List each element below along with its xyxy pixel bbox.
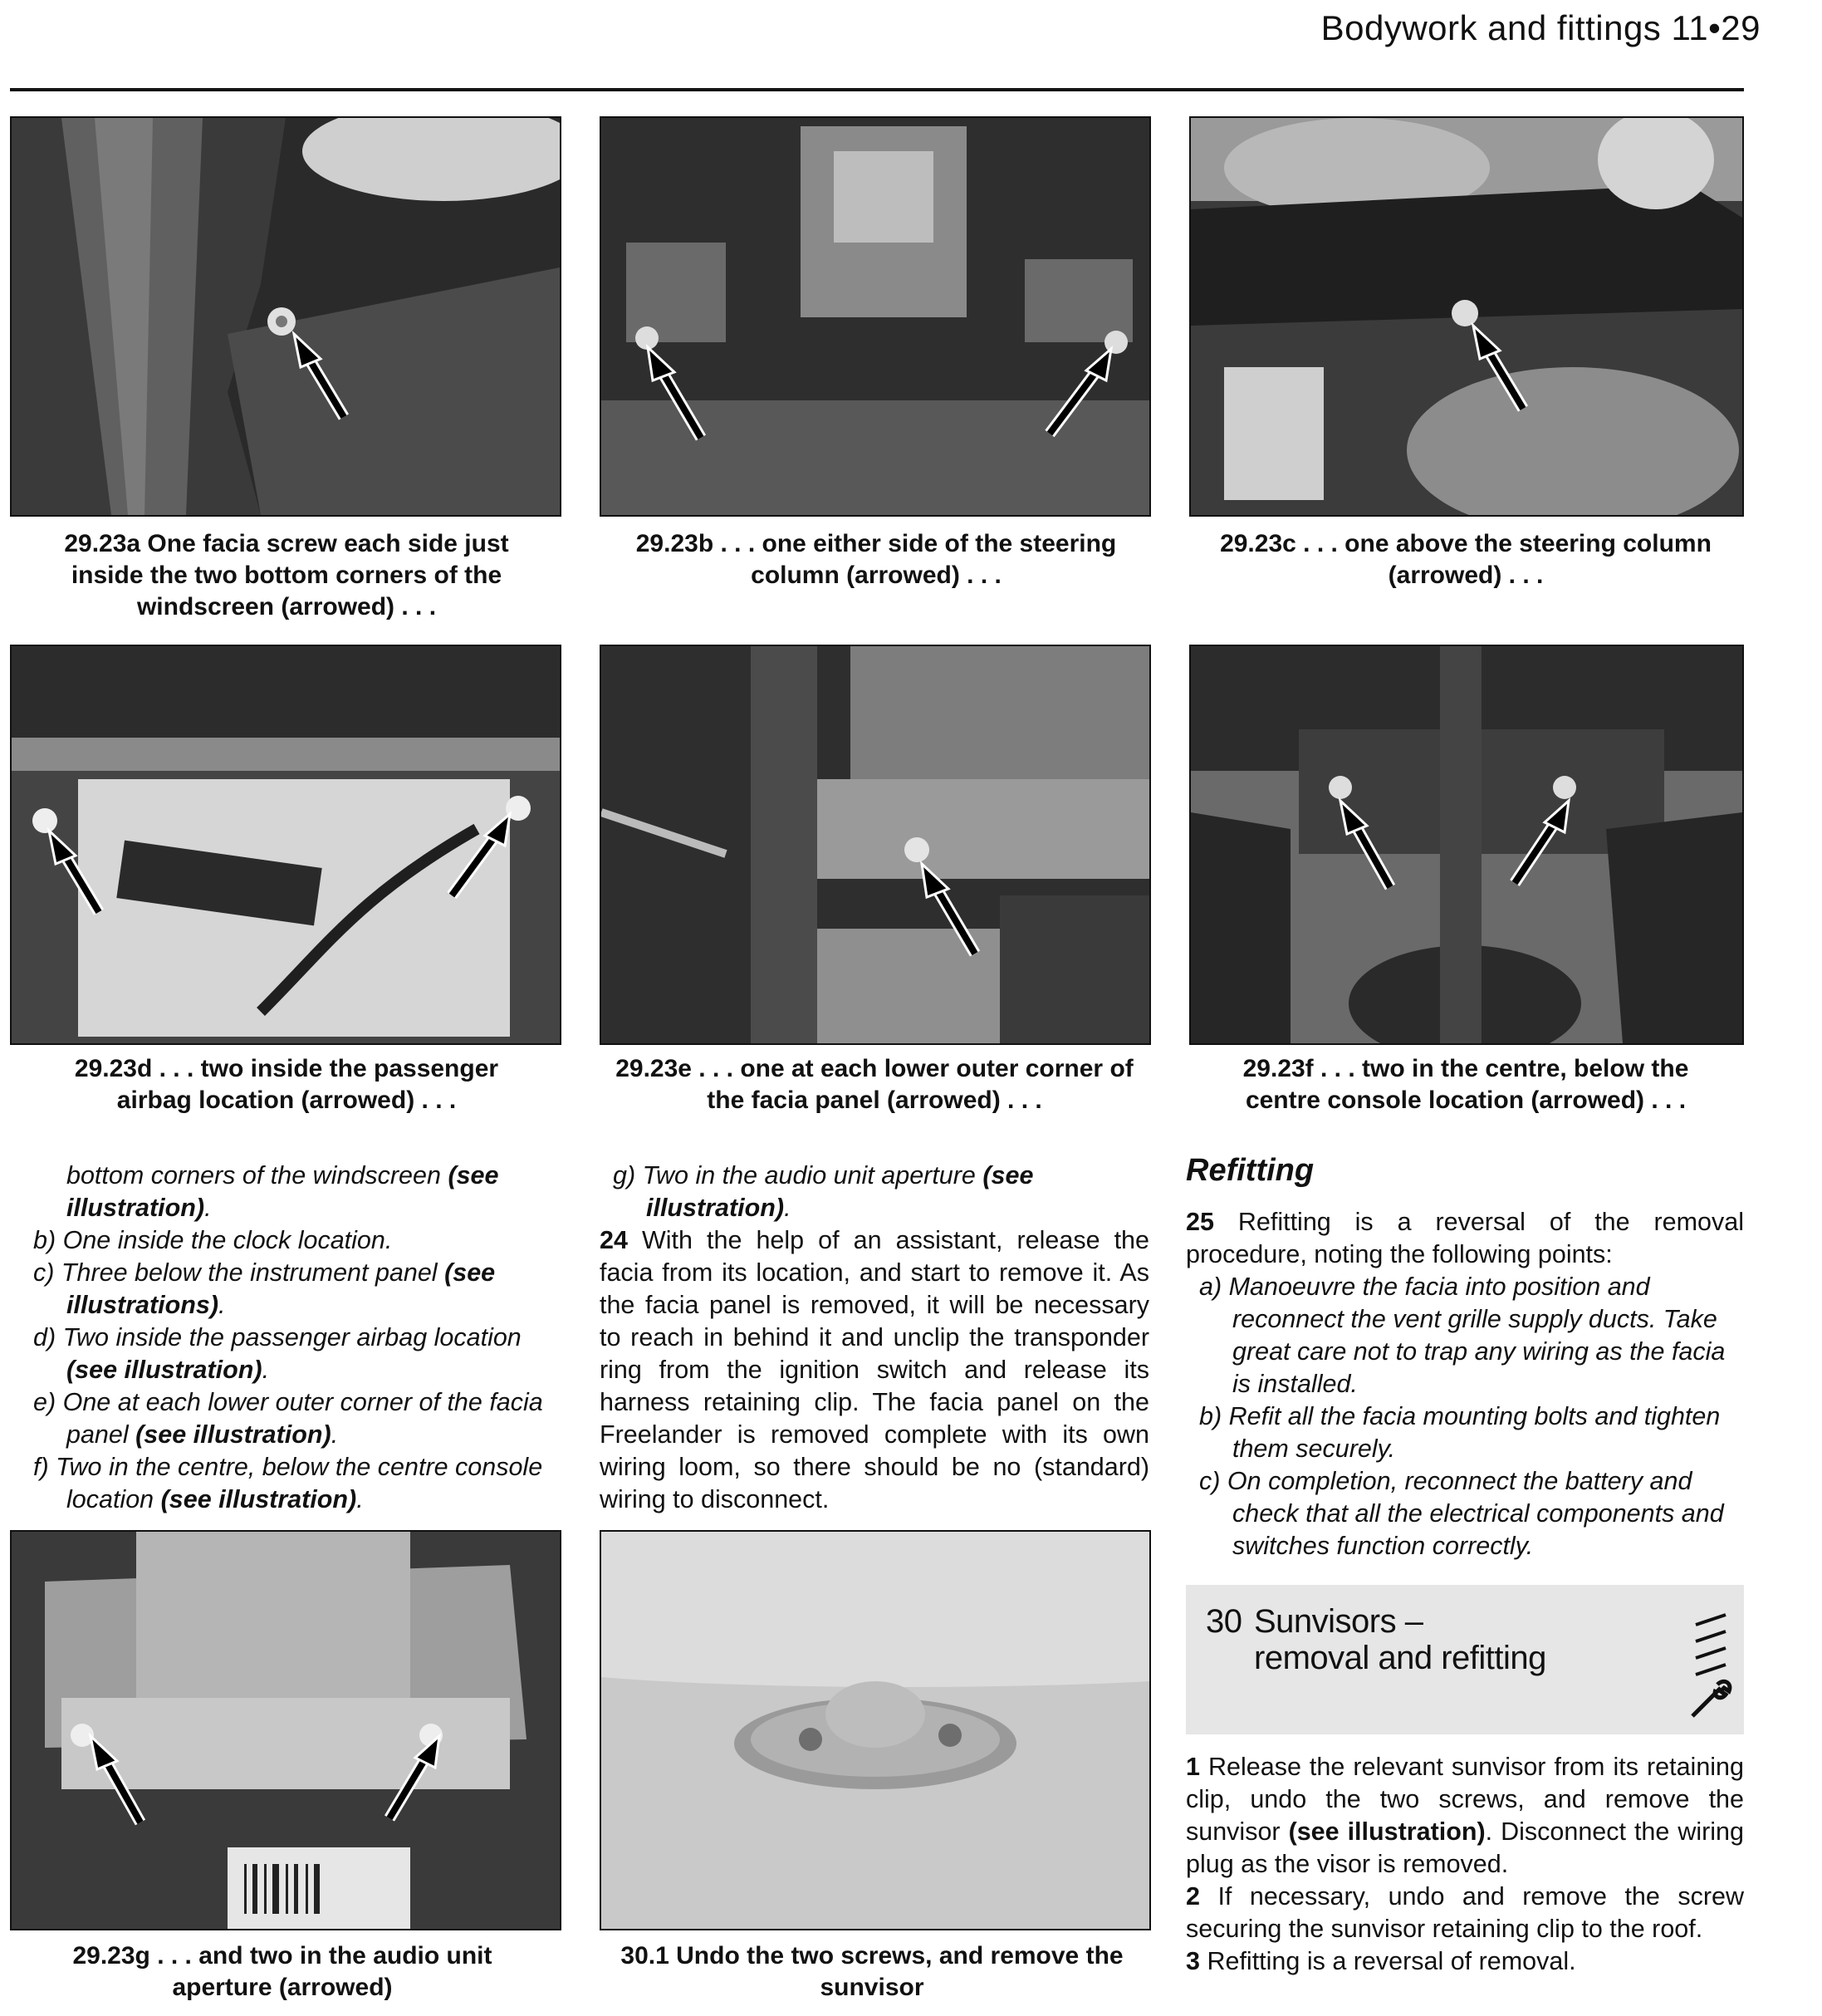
photo-29-23e (600, 645, 1151, 1045)
section-title: Sunvisors – removal and refitting (1254, 1603, 1546, 1676)
photo-29-23b (600, 116, 1151, 517)
photo-30-1 (600, 1530, 1151, 1930)
paragraph-25: 25 Refitting is a reversal of the removal procedure, noting the following points: (1186, 1208, 1744, 1268)
section-number: 30 (1206, 1603, 1242, 1640)
section-30-text (1186, 1751, 1744, 1978)
caption-29-23c: 29.23c . . . one above the steering column (arrowed) . . . (1220, 530, 1712, 589)
page-header-title: Bodywork and fittings 11•29 (1320, 8, 1761, 47)
photo-29-23a (10, 116, 561, 517)
photo-29-23f (1189, 645, 1744, 1045)
header-rule (10, 88, 1744, 91)
paragraph-30-2: 2 If necessary, undo and remove the screw securing the sunvisor retaining clip to the roof. (1186, 1882, 1744, 1943)
list-item-c: c) Three below the instrument panel (see illustrations). (33, 1258, 496, 1319)
spanner-difficulty-icon (1687, 1608, 1734, 1724)
caption-29-23g: 29.23g . . . and two in the audio unit aperture (arrowed) (72, 1942, 492, 2001)
paragraph-24: 24 With the help of an assistant, release the facia from its location, and start to remove it. As the facia panel is removed, it will be necessary to reach in behind it and unclip the transponder ring from the ignition switch and release its harness retaining clip. The facia panel on the Freelander is removed complete with its own wiring loom, so there should be no (standard) wiring to disconnect. (600, 1226, 1149, 1513)
list-item-continuation: bottom corners of the windscreen (66, 1161, 441, 1189)
list-item-b: b) One inside the clock location. (33, 1226, 393, 1254)
refit-item-a: a) Manoeuvre the facia into position and reconnect the vent grille supply ducts. Take great care not to trap any wiring as the facia is installed. (1199, 1273, 1726, 1398)
left-text-column: bottom corners of the windscreen (see illustration). b) One inside the clock location. c) Three below the instrument panel (see illustrations). d) Two inside the passenger airbag location (see illustration). e) One at each lower outer corner of the facia panel (see illustration). f) Two in the centre, below the centre console location (see illustration). (20, 1160, 551, 1516)
caption-29-23d: 29.23d . . . two inside the passenger airbag location (arrowed) . . . (74, 1055, 499, 1114)
refitting-text (1186, 1206, 1744, 1562)
list-item-f: f) Two in the centre, below the centre console location (see illustration). (33, 1453, 543, 1513)
middle-text-column (600, 1160, 1149, 1516)
photo-29-23g (10, 1530, 561, 1930)
refit-item-b: b) Refit all the facia mounting bolts and tighten them securely. (1199, 1402, 1721, 1463)
paragraph-30-1: 1 Release the relevant sunvisor from its retaining clip, undo the two screws, and remove the sunvisor (see illustration). Disconnect the wiring plug as the visor is removed. (1186, 1753, 1744, 1878)
caption-30-1: 30.1 Undo the two screws, and remove the sunvisor (620, 1942, 1124, 2001)
section-30-header (1186, 1585, 1744, 1734)
caption-29-23e: 29.23e . . . one at each lower outer corner of the facia panel (arrowed) . . . (615, 1055, 1134, 1114)
refit-item-c: c) On completion, reconnect the battery and check that all the electrical components and switches function correctly. (1199, 1467, 1724, 1560)
refitting-heading: Refitting (1186, 1153, 1315, 1188)
see-illustration-ref: (see illustration) (66, 1161, 499, 1222)
list-item-g: g) Two in the audio unit aperture (see illustration). (613, 1161, 1034, 1222)
photo-29-23d (10, 645, 561, 1045)
list-item-d: d) Two inside the passenger airbag location (see illustration). (33, 1323, 522, 1384)
caption-29-23a: 29.23a One facia screw each side just inside the two bottom corners of the windscreen (arrowed) . . . (64, 530, 509, 620)
caption-29-23b: 29.23b . . . one either side of the steering column (arrowed) . . . (635, 530, 1117, 589)
photo-29-23c (1189, 116, 1744, 517)
list-item-e: e) One at each lower outer corner of the facia panel (see illustration). (33, 1388, 543, 1449)
paragraph-30-3: 3 Refitting is a reversal of removal. (1186, 1947, 1576, 1975)
caption-29-23f: 29.23f . . . two in the centre, below the centre console location (arrowed) . . . (1242, 1055, 1689, 1114)
